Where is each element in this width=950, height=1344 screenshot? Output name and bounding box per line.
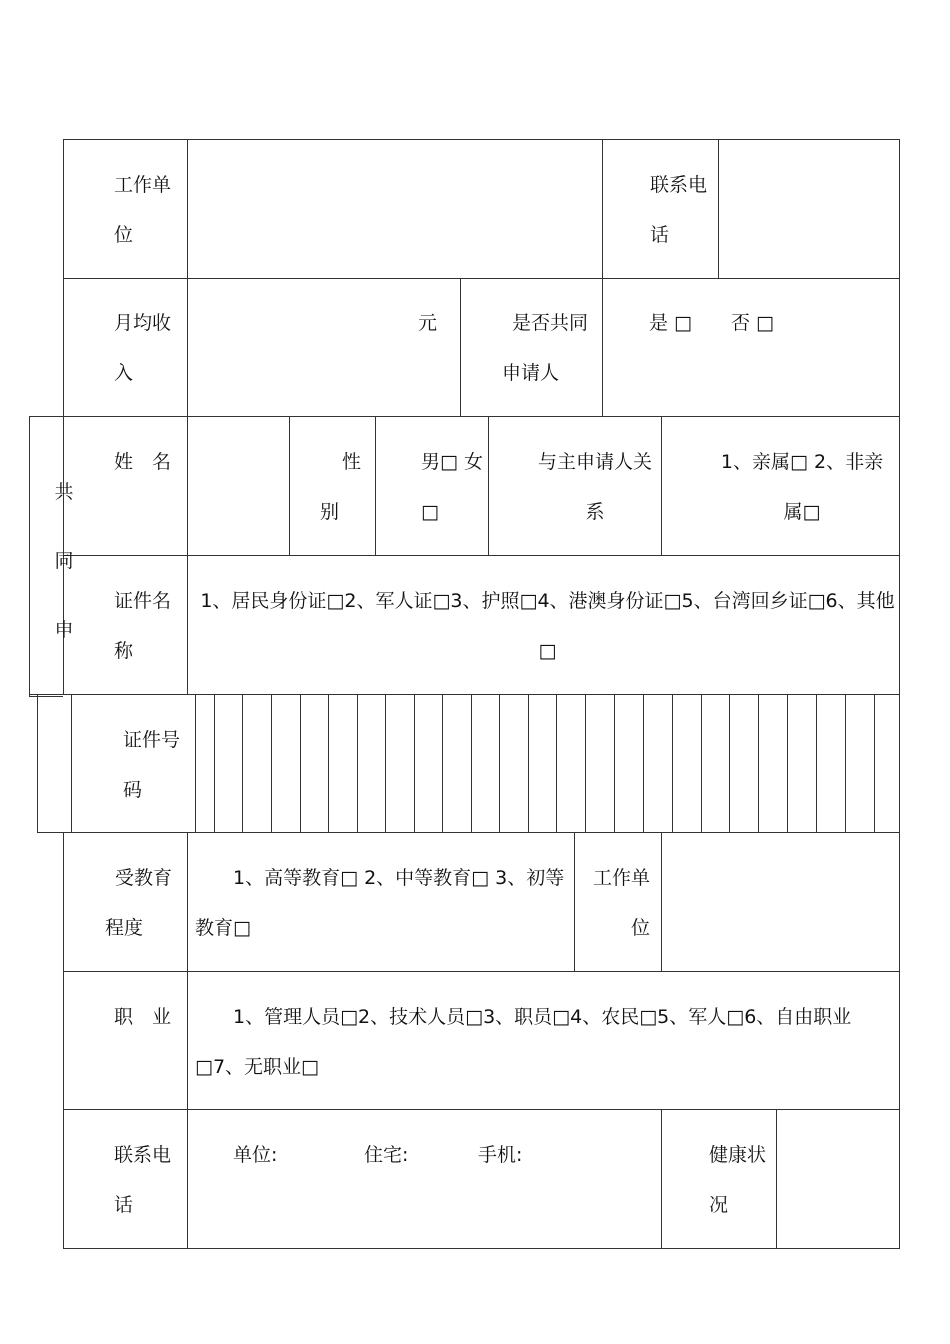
currency-unit: 元 xyxy=(418,312,438,334)
line xyxy=(63,555,900,556)
joint-yes-checkbox[interactable]: 是 □ xyxy=(649,312,692,334)
occupation-options[interactable]: 1、管理人员□2、技术人员□3、职员□4、农民□5、军人□6、自由职业□7、无职业□ xyxy=(195,1006,852,1078)
contact-phone-input[interactable] xyxy=(721,142,897,276)
work-unit-input-2[interactable] xyxy=(664,835,897,969)
work-phone-label: 单位: xyxy=(233,1144,278,1166)
line xyxy=(63,971,900,972)
line xyxy=(661,832,662,971)
line xyxy=(718,139,719,278)
id-type-options[interactable]: 1、居民身份证□2、军人证□3、护照□4、港澳身份证□5、台湾回乡证□6、其他□ xyxy=(200,590,895,662)
id-type-label: 证件名称 xyxy=(114,590,172,662)
mobile-phone-label: 手机: xyxy=(478,1144,523,1166)
education-options[interactable]: 1、高等教育□ 2、中等教育□ 3、初等教育□ xyxy=(195,867,565,939)
gender-label: 性别 xyxy=(320,451,362,523)
line xyxy=(29,694,900,695)
occupation-label: 职 业 xyxy=(114,1006,172,1028)
line xyxy=(63,1248,900,1249)
line xyxy=(63,139,900,140)
line xyxy=(375,416,376,555)
line xyxy=(29,416,900,417)
line xyxy=(63,832,64,1248)
line xyxy=(899,139,900,1248)
work-unit-label-2: 工作单位 xyxy=(592,867,650,939)
work-unit-input[interactable] xyxy=(190,142,600,276)
line xyxy=(37,694,38,832)
name-input[interactable] xyxy=(190,419,286,552)
health-status-input[interactable] xyxy=(779,1112,897,1246)
line xyxy=(602,278,603,416)
line xyxy=(37,832,900,833)
line xyxy=(187,139,188,694)
health-status-label: 健康状况 xyxy=(709,1144,767,1216)
relation-label: 与主申请人关系 xyxy=(537,451,652,523)
id-number-input[interactable] xyxy=(197,696,897,830)
line xyxy=(63,278,900,279)
relation-options[interactable]: 1、亲属□ 2、非亲属□ xyxy=(720,451,884,523)
line xyxy=(29,696,63,697)
line xyxy=(776,1109,777,1248)
line xyxy=(187,832,188,1248)
monthly-income-label: 月均收入 xyxy=(114,312,172,384)
line xyxy=(488,416,489,555)
contact-phone-label-2: 联系电话 xyxy=(114,1144,172,1216)
line xyxy=(289,416,290,555)
id-number-label: 证件号码 xyxy=(123,729,181,801)
home-phone-label: 住宅: xyxy=(364,1144,409,1166)
contact-phone-label: 联系电话 xyxy=(650,174,708,246)
line xyxy=(195,694,196,832)
gender-options[interactable]: 男□ 女□ xyxy=(421,451,483,523)
joint-applicant-label: 是否共同申请人 xyxy=(502,312,589,384)
monthly-income-input[interactable] xyxy=(190,281,410,413)
joint-no-checkbox[interactable]: 否 □ xyxy=(731,312,774,334)
education-label: 受教育程度 xyxy=(105,867,173,939)
co-applicant-side-label: 共同申 xyxy=(54,481,74,641)
line xyxy=(661,416,662,555)
line xyxy=(574,832,575,971)
line xyxy=(661,1109,662,1248)
work-unit-label: 工作单位 xyxy=(114,174,172,246)
line xyxy=(71,694,72,832)
line xyxy=(63,1109,900,1110)
line xyxy=(460,278,461,416)
name-label: 姓 名 xyxy=(114,451,172,473)
line xyxy=(602,139,603,278)
line xyxy=(29,416,30,696)
